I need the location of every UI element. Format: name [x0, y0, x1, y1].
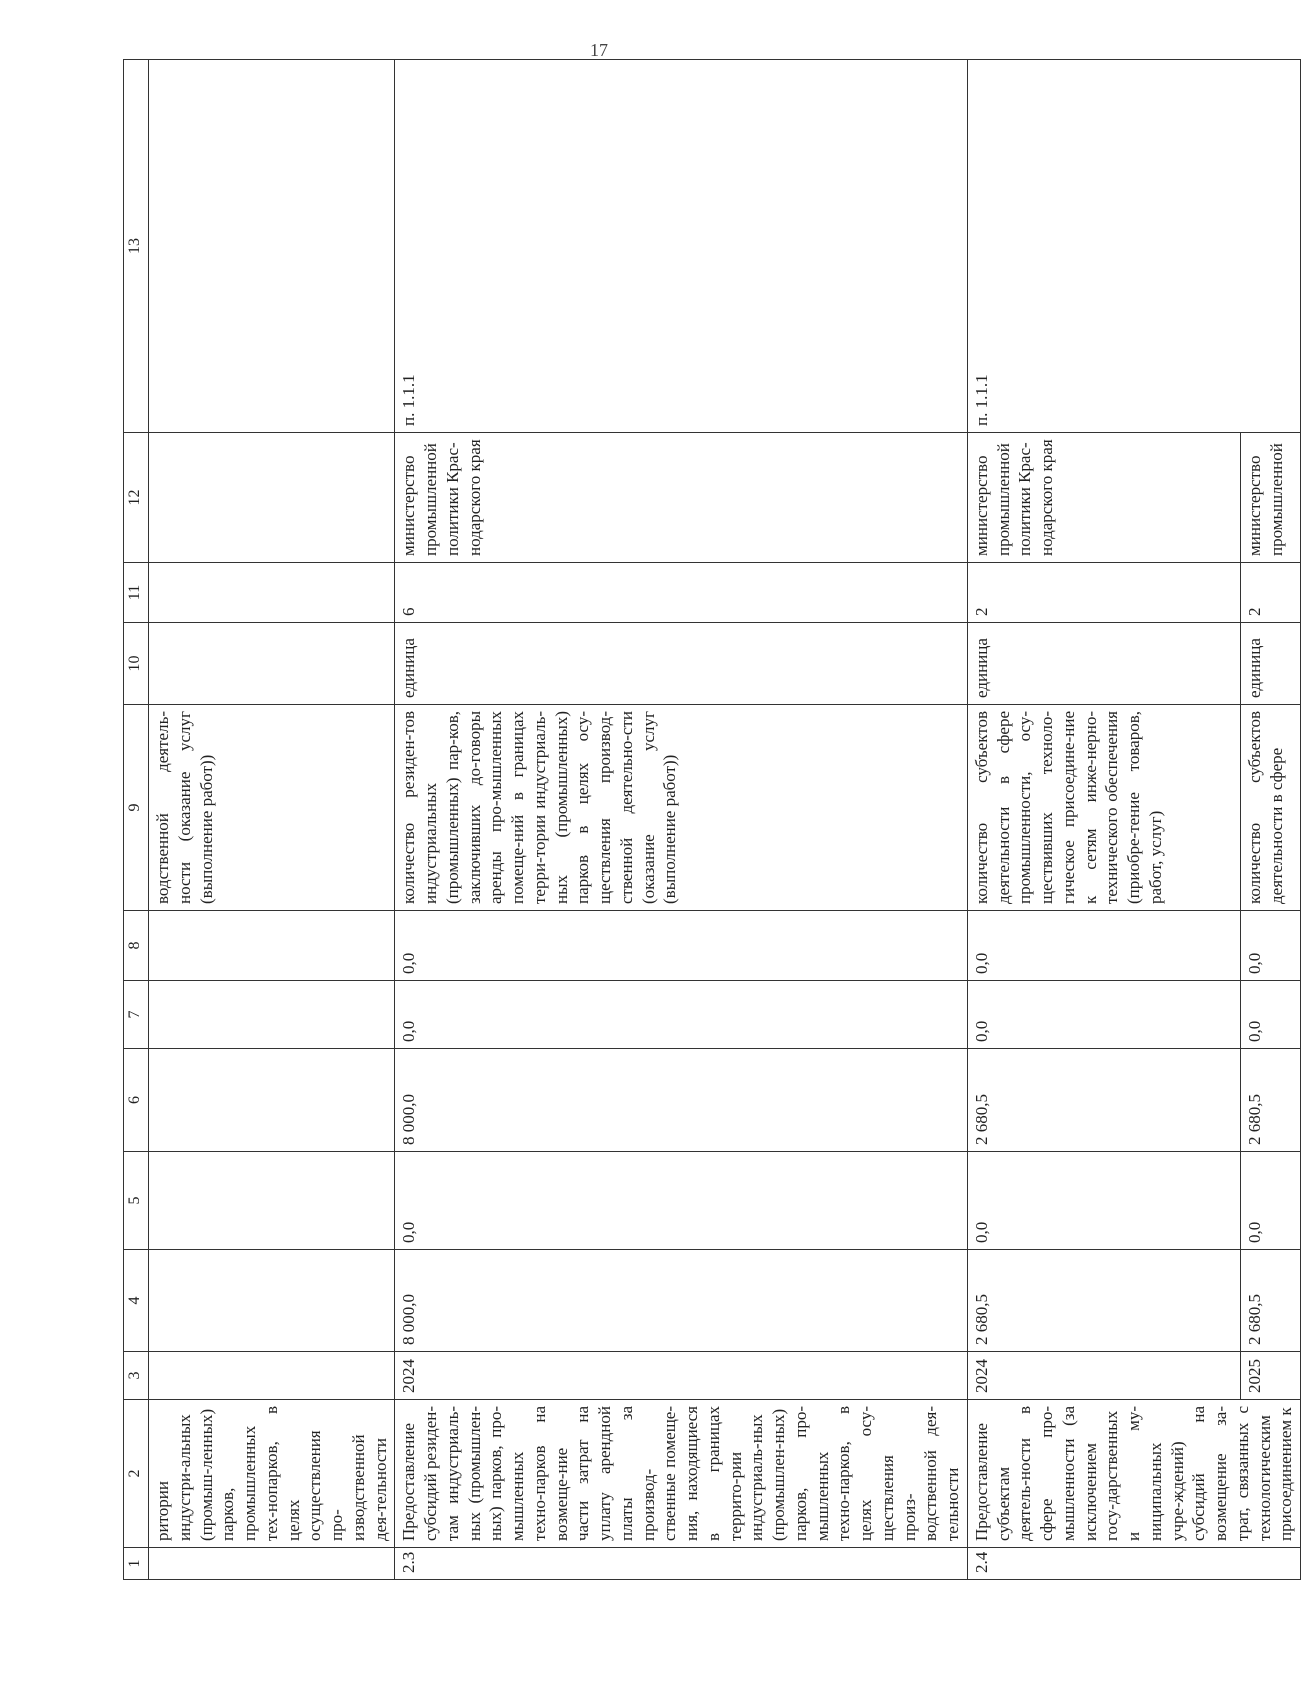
- cell-quantity: [149, 563, 395, 623]
- cell-unit: единица: [1241, 623, 1301, 705]
- cell-indicator: количество субъектов деятельности в сфере: [1241, 705, 1301, 911]
- cell-quantity: 2: [967, 563, 1240, 623]
- cell-value: 8 000,0: [395, 1049, 968, 1152]
- program-activities-table: [123, 59, 1301, 1580]
- cell-responsible: министерство промышленной политики Крас-нодарского края: [395, 433, 968, 563]
- cell-value: 0,0: [1241, 981, 1301, 1049]
- column-number-header-row: [124, 60, 149, 1580]
- cell-number: 2.4: [967, 1548, 1300, 1580]
- cell-activity: Предоставление субъектам деятель-ности в сфере про-мышленности (за исключением госу-дарственных и му-ниципальных учре-ждений) субсидий на возмещение за-трат, связанных с технологическим присоединением к: [967, 1400, 1300, 1548]
- cell-value: 2 680,5: [1241, 1049, 1301, 1152]
- cell-activity: ритории индустри-альных (промыш-ленных) парков, промышленных тех-нопарков, в целях осуществления про-изводственной дея-тельности: [149, 1400, 395, 1548]
- cell-value: 0,0: [1241, 911, 1301, 981]
- column-header: 9: [124, 705, 149, 911]
- column-header: 13: [124, 60, 149, 433]
- cell-value: [149, 1250, 395, 1352]
- cell-number: 2.3: [395, 1548, 968, 1580]
- cell-unit: [149, 623, 395, 705]
- column-header: 11: [124, 563, 149, 623]
- cell-value: [149, 1152, 395, 1250]
- cell-value: 2 680,5: [1241, 1250, 1301, 1352]
- cell-year: [149, 1352, 395, 1400]
- column-header: 2: [124, 1400, 149, 1548]
- column-header: 6: [124, 1049, 149, 1152]
- column-header: 10: [124, 623, 149, 705]
- table-row: [395, 60, 968, 1580]
- cell-activity: Предоставление субсидий резиден-там индустриаль-ных (промышлен-ных) парков, про-мышленных техно-парков на возмеще-ние части затрат на уплату арендной платы за производ-ственные помеще-ния, находящиеся в границах террито-рии индустриаль-ных (промышлен-ных) парков, про-мышленных техно-парков, в целях осу-ществления произ-водственной дея-тельности: [395, 1400, 968, 1548]
- column-header: 3: [124, 1352, 149, 1400]
- cell-value: 0,0: [395, 911, 968, 981]
- cell-value: 0,0: [395, 981, 968, 1049]
- cell-value: 8 000,0: [395, 1250, 968, 1352]
- cell-responsible: министерство промышленной политики Крас-нодарского края: [967, 433, 1240, 563]
- cell-reference: [149, 60, 395, 433]
- column-header: 8: [124, 911, 149, 981]
- cell-value: 0,0: [1241, 1152, 1301, 1250]
- column-header: 7: [124, 981, 149, 1049]
- cell-value: 0,0: [967, 981, 1240, 1049]
- column-header: 4: [124, 1250, 149, 1352]
- cell-responsible: [149, 433, 395, 563]
- cell-year: 2024: [967, 1352, 1240, 1400]
- cell-value: 0,0: [967, 911, 1240, 981]
- column-header: 12: [124, 433, 149, 563]
- table-row: [967, 60, 1240, 1580]
- cell-reference: п. 1.1.1: [395, 60, 968, 433]
- cell-indicator: водственной деятель-ности (оказание услуг (выполнение работ)): [149, 705, 395, 911]
- column-header: 1: [124, 1548, 149, 1580]
- cell-value: [149, 981, 395, 1049]
- page-number: 17: [590, 40, 608, 60]
- cell-value: 2 680,5: [967, 1049, 1240, 1152]
- cell-value: 0,0: [967, 1152, 1240, 1250]
- cell-value: [149, 1049, 395, 1152]
- cell-year: 2024: [395, 1352, 968, 1400]
- cell-value: [149, 911, 395, 981]
- cell-quantity: 6: [395, 563, 968, 623]
- table-row: [149, 60, 395, 1580]
- cell-quantity: 2: [1241, 563, 1301, 623]
- cell-unit: единица: [395, 623, 968, 705]
- column-header: 5: [124, 1152, 149, 1250]
- cell-number: [149, 1548, 395, 1580]
- cell-unit: единица: [967, 623, 1240, 705]
- cell-indicator: количество резиден-тов индустриальных (промышленных) пар-ков, заключивших до-говоры аренды про-мышленных помеще-ний в границах терри-тории индустриаль-ных (промышленных) парков в целях осу-ществления производ-ственной деятельно-сти (оказание услуг (выполнение работ)): [395, 705, 968, 911]
- cell-value: 2 680,5: [967, 1250, 1240, 1352]
- cell-value: 0,0: [395, 1152, 968, 1250]
- cell-responsible: министерство промышленной: [1241, 433, 1301, 563]
- rotated-table-container: [123, 60, 1296, 1580]
- cell-indicator: количество субъектов деятельности в сфере промышленности, осу-ществивших техноло-гическое присоедине-ние к сетям инже-нерно-технического обеспечения (приобре-тение товаров, работ, услуг): [967, 705, 1240, 911]
- cell-reference: п. 1.1.1: [967, 60, 1300, 433]
- cell-year: 2025: [1241, 1352, 1301, 1400]
